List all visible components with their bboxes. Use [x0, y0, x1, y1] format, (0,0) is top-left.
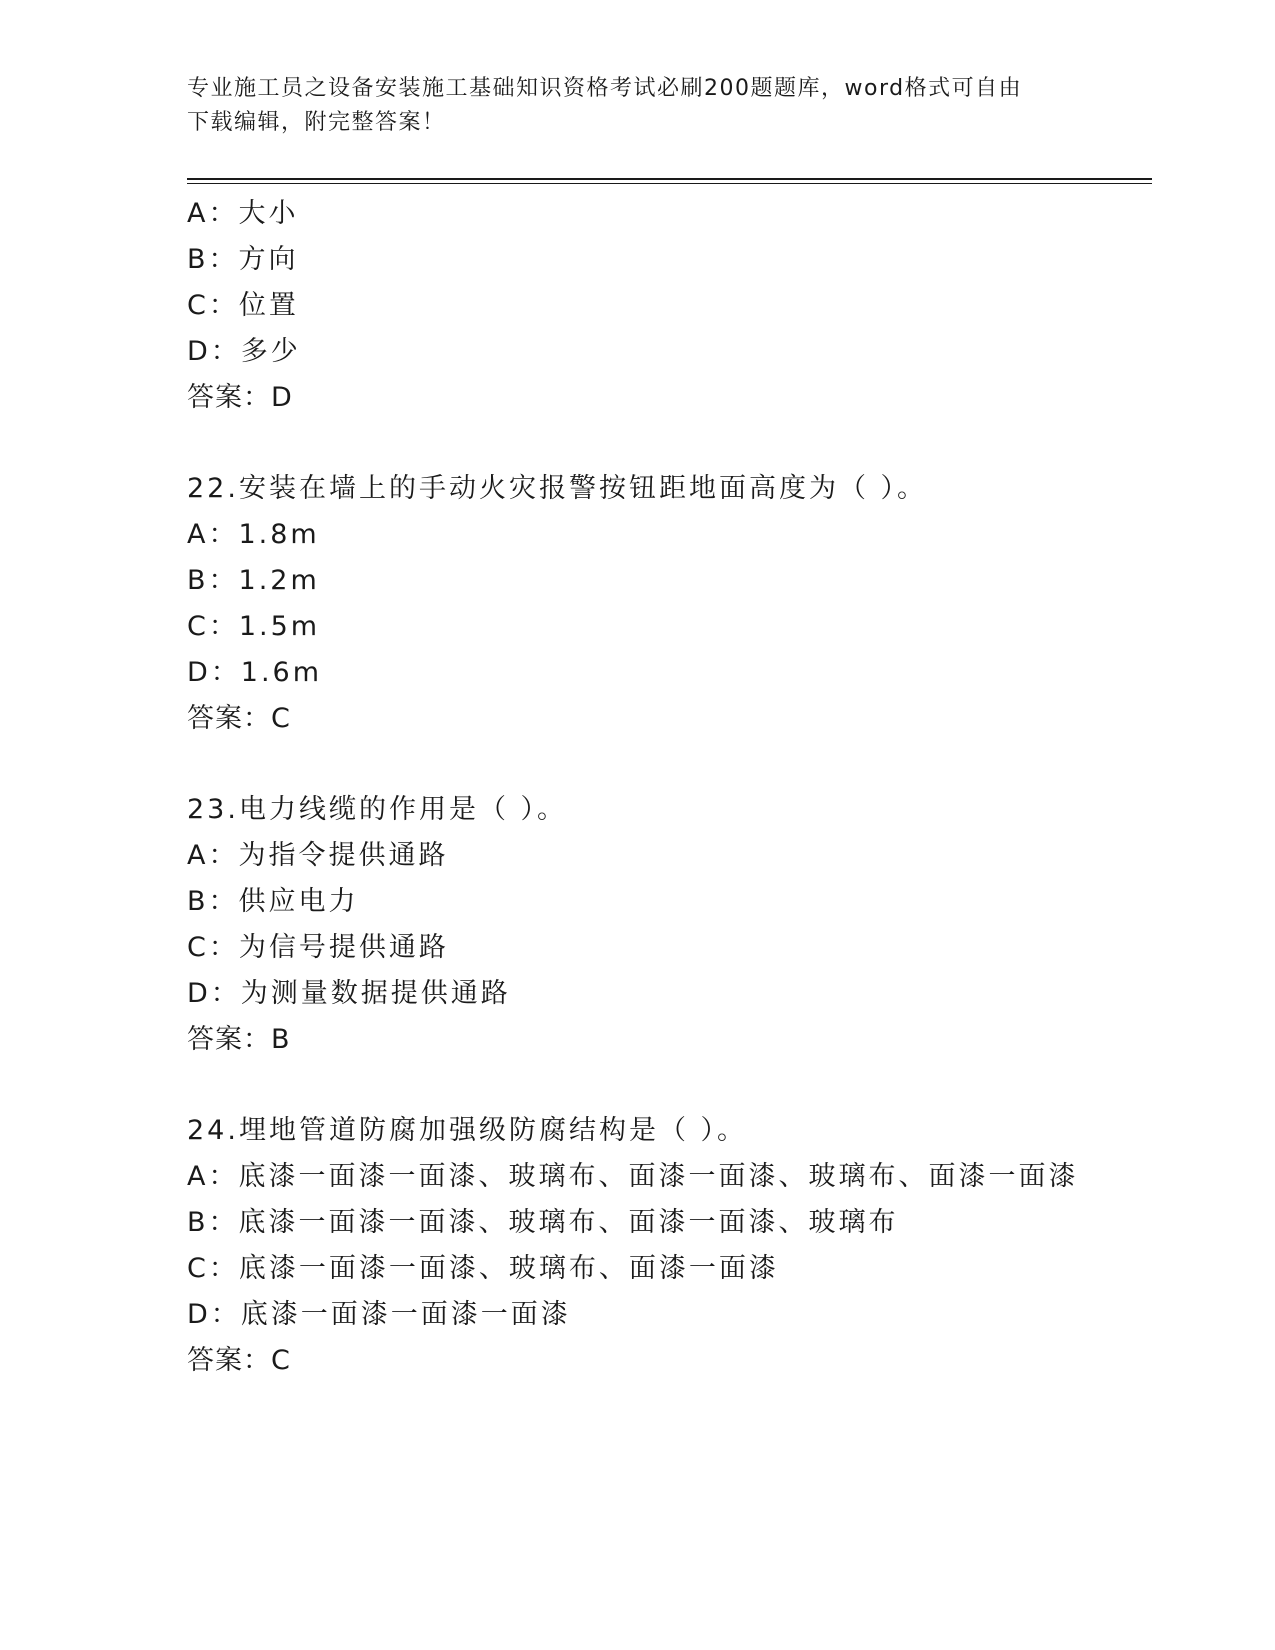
option-c: C：为信号提供通路: [187, 932, 449, 963]
question-list: [187, 191, 1152, 1384]
option-d: D：1.6m: [187, 657, 323, 688]
question-22-block: [187, 466, 1152, 742]
spacer: [187, 421, 1152, 466]
answer-line: 答案：D: [187, 382, 293, 413]
option-b: B：供应电力: [187, 886, 359, 917]
option-a: A：1.8m: [187, 519, 320, 550]
question-text: 24.埋地管道防腐加强级防腐结构是（ ）。: [187, 1115, 748, 1146]
answer-line: 答案：C: [187, 1345, 291, 1376]
header-rule-thick: [187, 178, 1152, 180]
header-line-1: 专业施工员之设备安装施工基础知识资格考试必刷200题题库，word格式可自由: [187, 76, 1023, 101]
option-c: C：位置: [187, 290, 299, 321]
answer-line: 答案：C: [187, 703, 291, 734]
question-text: 23.电力线缆的作用是（ ）。: [187, 794, 568, 825]
question-24-block: [187, 1108, 1152, 1384]
option-d: D：多少: [187, 336, 301, 367]
option-c: C：1.5m: [187, 611, 321, 642]
spacer: [187, 1063, 1152, 1108]
header-line-2: 下载编辑，附完整答案！: [187, 110, 446, 135]
option-b: B：1.2m: [187, 565, 320, 596]
question-23-block: [187, 787, 1152, 1063]
option-a: A：底漆一面漆一面漆、玻璃布、面漆一面漆、玻璃布、面漆一面漆: [187, 1161, 1079, 1192]
option-c: C：底漆一面漆一面漆、玻璃布、面漆一面漆: [187, 1253, 779, 1284]
header-rule-thin: [187, 183, 1152, 184]
spacer: [187, 742, 1152, 787]
question-text: 22.安装在墙上的手动火灾报警按钮距地面高度为（ ）。: [187, 473, 928, 504]
answer-line: 答案：B: [187, 1024, 291, 1055]
option-d: D：为测量数据提供通路: [187, 978, 511, 1009]
document-header: [187, 72, 1067, 140]
option-b: B：底漆一面漆一面漆、玻璃布、面漆一面漆、玻璃布: [187, 1207, 899, 1238]
option-b: B：方向: [187, 244, 299, 275]
option-a: A：为指令提供通路: [187, 840, 449, 871]
question-21-block: [187, 191, 1152, 421]
option-a: A：大小: [187, 198, 299, 229]
option-d: D：底漆一面漆一面漆一面漆: [187, 1299, 571, 1330]
